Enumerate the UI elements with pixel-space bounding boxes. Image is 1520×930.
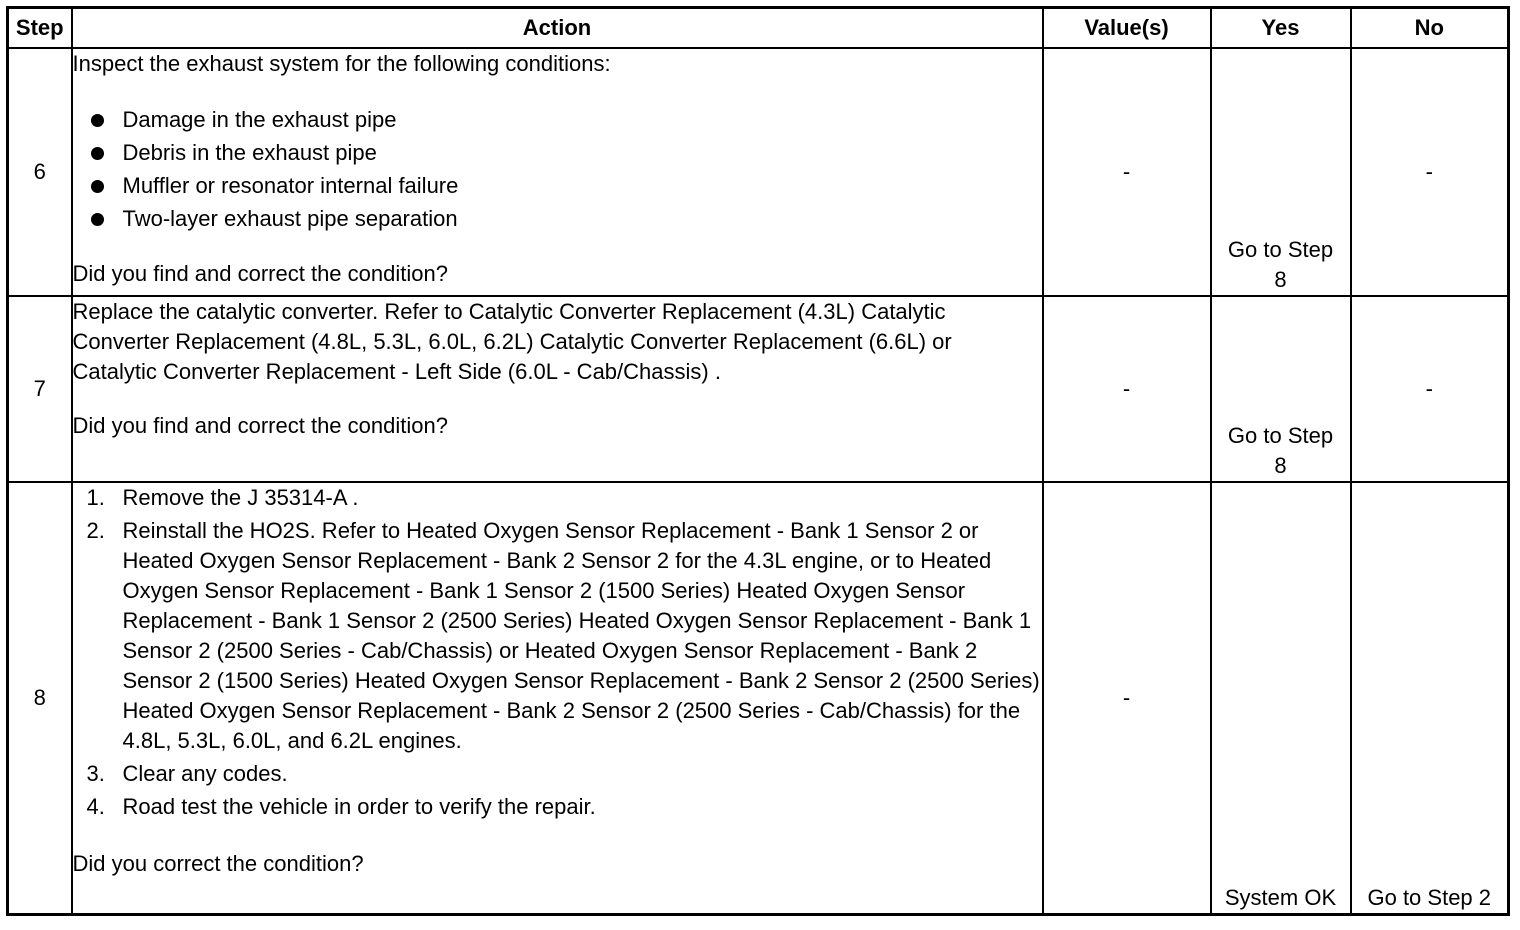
header-row xyxy=(8,8,1509,49)
yes-goto-label: Go to Step xyxy=(1227,237,1334,262)
list-item: Muffler or resonator internal failure xyxy=(73,169,1042,202)
item-text: Road test the vehicle in order to verify the repair. xyxy=(122,794,596,819)
table-row-step-8 xyxy=(8,482,1509,914)
item-number: 2. xyxy=(86,518,105,543)
action-cell xyxy=(72,296,1043,482)
action-cell xyxy=(72,48,1043,296)
action-question: Did you find and correct the condition? xyxy=(72,261,448,286)
yes-goto-step: 8 xyxy=(1274,453,1287,478)
item-text: Reinstall the HO2S. Refer to Heated Oxygen Sensor Replacement - Bank 1 Sensor 2 or Heated Oxygen Sensor Replacement - Bank 2 Sensor 2 for the 4.3L engine, or to Heated Oxygen Sensor Replacement - Bank 1 Sensor 2 (1500 Series) Heated Oxygen Sensor Replacement - Bank 1 Sensor 2 (2500 Series) Heated Oxygen Sensor Replacement - Bank 1 Sensor 2 (2500 Series - Cab/Chassis) or Heated Oxygen Sensor Replacement - Bank 2 Sensor 2 (1500 Series) Heated Oxygen Sensor Replacement - Bank 2 Sensor 2 (2500 Series) Heated Oxygen Sensor Replacement - Bank 2 Sensor 2 (2500 Series - Cab/Chassis) for the 4.8L, 5.3L, 6.0L, and 6.2L engines. xyxy=(122,518,1040,753)
list-item: Debris in the exhaust pipe xyxy=(73,136,1042,169)
step-number: 7 xyxy=(8,296,72,482)
bullet-icon xyxy=(91,114,104,127)
item-number: 1. xyxy=(86,485,105,510)
action-intro: Replace the catalytic converter. Refer to Catalytic Converter Replacement (4.3L) Catalytic Converter Replacement (4.8L, 5.3L, 6.0L, 6.2L) Catalytic Converter Replacement (6.6L) or Catalytic Converter Replacement - Left Side (6.0L - Cab/Chassis) . xyxy=(72,299,952,384)
action-cell xyxy=(72,482,1043,914)
no-cell: - xyxy=(1351,48,1509,296)
list-item xyxy=(73,792,1042,822)
list-item xyxy=(73,483,1042,513)
list-item xyxy=(73,759,1042,789)
header-yes: Yes xyxy=(1211,8,1351,49)
header-no: No xyxy=(1351,8,1509,49)
procedure-list xyxy=(73,483,1042,822)
yes-cell: System OK xyxy=(1211,482,1351,914)
yes-cell xyxy=(1211,296,1351,482)
step-number: 8 xyxy=(8,482,72,914)
list-item: Damage in the exhaust pipe xyxy=(73,103,1042,136)
step-number: 6 xyxy=(8,48,72,296)
list-item: Two-layer exhaust pipe separation xyxy=(73,202,1042,235)
item-number: 3. xyxy=(86,761,105,786)
item-text: Clear any codes. xyxy=(122,761,288,786)
yes-cell xyxy=(1211,48,1351,296)
action-question: Did you correct the condition? xyxy=(72,851,364,876)
value-cell: - xyxy=(1043,482,1211,914)
value-cell: - xyxy=(1043,48,1211,296)
header-action: Action xyxy=(72,8,1043,49)
item-number: 4. xyxy=(86,794,105,819)
table-row-step-7 xyxy=(8,296,1509,482)
action-question: Did you find and correct the condition? xyxy=(72,413,448,438)
item-text: Remove the J 35314-A . xyxy=(122,485,359,510)
bullet-icon xyxy=(91,147,104,160)
action-intro: Inspect the exhaust system for the following conditions: xyxy=(72,51,611,76)
table-row-step-6 xyxy=(8,48,1509,296)
diagnostic-table xyxy=(6,6,1510,916)
no-cell: Go to Step 2 xyxy=(1351,482,1509,914)
value-cell: - xyxy=(1043,296,1211,482)
bullet-icon xyxy=(91,180,104,193)
condition-list xyxy=(73,103,1042,235)
no-cell: - xyxy=(1351,296,1509,482)
yes-goto-label: Go to Step xyxy=(1227,423,1334,448)
header-step: Step xyxy=(8,8,72,49)
bullet-icon xyxy=(91,213,104,226)
yes-goto-step: 8 xyxy=(1274,267,1287,292)
list-item xyxy=(73,516,1042,756)
header-values: Value(s) xyxy=(1043,8,1211,49)
